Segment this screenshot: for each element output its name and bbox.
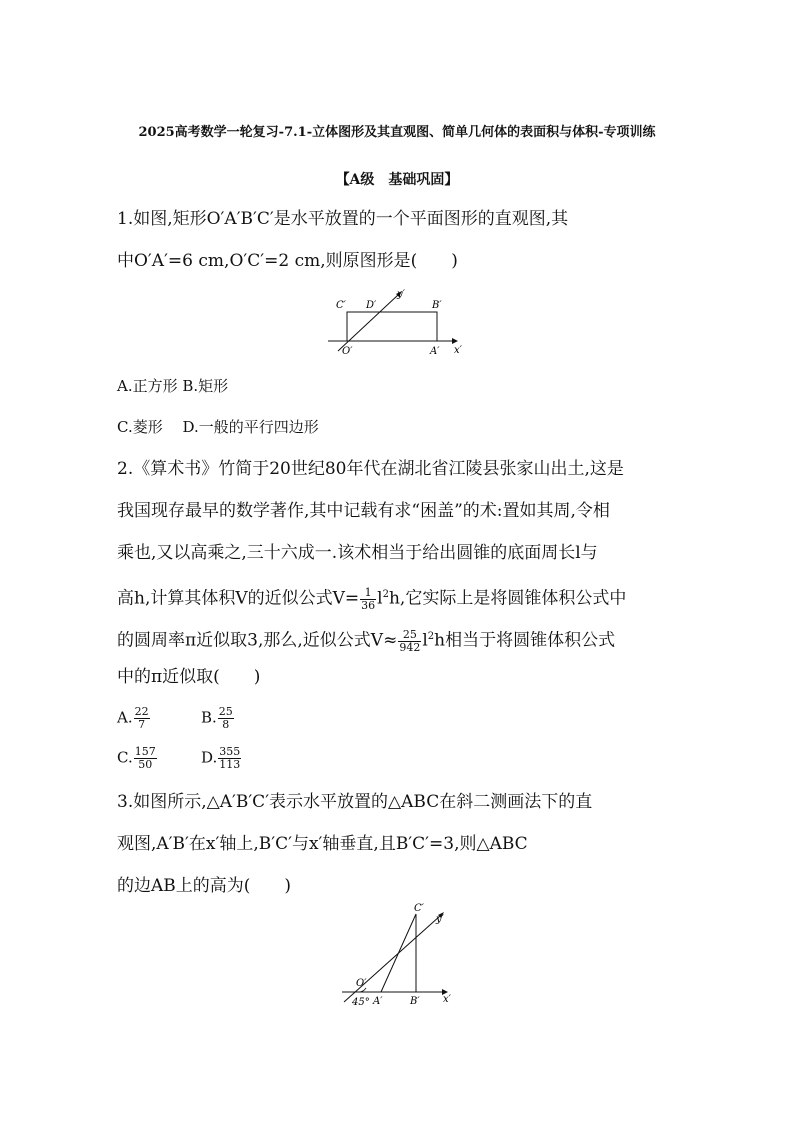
q1-figure-rectangle-diagram <box>320 285 470 357</box>
q2-fraction-1-36: $\frac{1}{36}$ <box>361 585 376 612</box>
q3-label-y: y′ <box>436 914 444 925</box>
q2-option-a: A. $\frac{22}{7}$ <box>117 705 149 731</box>
q1-label-o: O′ <box>342 346 353 357</box>
q2-line-2: 我国现存最早的数学著作,其中记载有求“困盖”的术:置如其周,令相 <box>117 501 610 521</box>
q2-line-3: 乘也,又以高乘之,三十六成一.该术相当于给出圆锥的底面周长l与 <box>117 543 598 563</box>
q3-y-axis <box>344 916 440 1002</box>
q3-label-c: C′ <box>414 903 424 914</box>
q2-option-c: C. $\frac{157}{50}$ <box>117 745 156 771</box>
q1-rectangle <box>347 312 437 341</box>
q1-line-2: 中O′A′=6 cm,O′C′=2 cm,则原图形是( ) <box>117 251 458 271</box>
q2-option-b: B. $\frac{25}{8}$ <box>201 705 233 731</box>
q2-line-4-end: h,它实际上是将圆锥体积公式中 <box>388 588 627 609</box>
q1-x-arrow <box>452 338 458 344</box>
q2-line-5: 的圆周率π近似取3,那么,近似公式V≈ $\frac{25}{942}$ $l^2h$相当于将圆锥体积公式 <box>117 627 616 654</box>
q3-side-ac <box>381 914 416 992</box>
q1-label-b: B′ <box>432 300 442 311</box>
q2-option-d: D. $\frac{355}{113}$ <box>201 745 241 771</box>
q3-line-3: 的边AB上的高为( ) <box>117 876 292 896</box>
q2-line-5-start: 的圆周率π近似取3,那么,近似公式V≈ <box>117 630 398 651</box>
q3-line-2: 观图,A′B′在x′轴上,B′C′与x′轴垂直,且B′C′=3,则△ABC <box>117 834 528 854</box>
q1-label-a: A′ <box>430 346 440 357</box>
q3-label-o: O′ <box>356 978 367 989</box>
q2-line-4: 高h,计算其体积V的近似公式V= $\frac{1}{36}$ $l^2h$,它实际上是将圆锥体积公式中 <box>117 585 627 612</box>
section-level-heading: 【A级 基础巩固】 <box>335 172 459 188</box>
q1-options-cd: C.菱形 D.一般的平行四边形 <box>117 418 319 436</box>
q3-label-angle: 45° <box>352 997 370 1008</box>
q1-line-1: 1.如图,矩形O′A′B′C′是水平放置的一个平面图形的直观图,其 <box>117 209 569 229</box>
q3-label-a: A′ <box>373 996 383 1007</box>
q2-fraction-25-942: $\frac{25}{942}$ <box>399 627 421 654</box>
q2-line-5-end: h相当于将圆锥体积公式 <box>434 630 616 651</box>
q1-label-c: C′ <box>336 300 346 311</box>
q1-options-ab: A.正方形 B.矩形 <box>117 377 229 395</box>
q1-label-y: y′ <box>397 289 405 300</box>
q3-line-1: 3.如图所示,△A′B′C′表示水平放置的△ABC在斜二测画法下的直 <box>117 792 593 812</box>
q2-line-6: 中的π近似取( ) <box>117 667 261 687</box>
q2-line-1: 2.《算术书》竹简于20世纪80年代在湖北省江陵县张家山出土,这是 <box>117 459 624 479</box>
q2-line-4-start: 高h,计算其体积V的近似公式V= <box>117 588 360 609</box>
q3-figure-triangle-diagram <box>330 898 460 1014</box>
q1-label-x: x′ <box>454 345 462 356</box>
q1-label-d: D′ <box>366 300 377 311</box>
q3-label-b: B′ <box>410 996 420 1007</box>
document-title: 2025高考数学一轮复习-7.1-立体图形及其直观图、简单几何体的表面积与体积-专项训练 <box>138 125 656 140</box>
q3-label-x: x′ <box>443 994 451 1005</box>
